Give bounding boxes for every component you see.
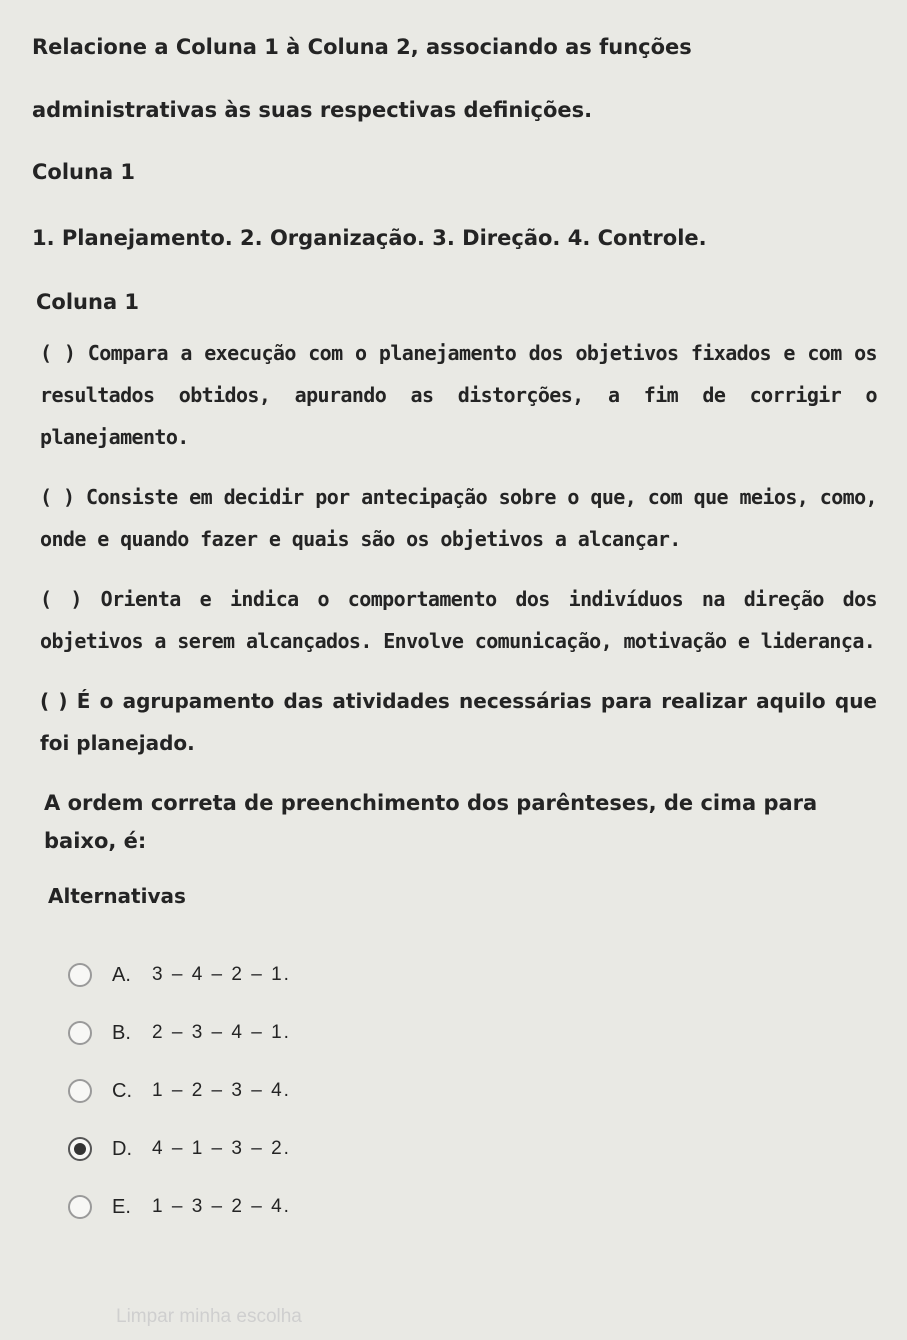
option-e-letter: E.: [112, 1195, 131, 1218]
question-intro: Relacione a Coluna 1 à Coluna 2, associando as funções administrativas às suas respectivas definições.: [32, 35, 692, 122]
alternatives-list: [32, 946, 877, 1236]
question-prompt: A ordem correta de preenchimento dos parênteses, de cima para baixo, é:: [44, 791, 818, 853]
radio-b[interactable]: [68, 1021, 92, 1045]
definition-3: ( ) Orienta e indica o comportamento dos indivíduos na direção dos objetivos a serem alcançados. Envolve comunicação, motivação e liderança.: [40, 587, 877, 653]
definition-1: ( ) Compara a execução com o planejamento dos objetivos fixados e com os resultados obtidos, apurando as distorções, a fim de corrigir o planejamento.: [40, 341, 877, 449]
option-c-text: 1 – 2 – 3 – 4.: [152, 1080, 291, 1101]
option-c[interactable]: [68, 1062, 877, 1120]
option-b-text: 2 – 3 – 4 – 1.: [152, 1022, 291, 1043]
option-b-letter: B.: [112, 1021, 131, 1044]
option-d-text: 4 – 1 – 3 – 2.: [152, 1138, 291, 1159]
clear-choice-link[interactable]: Limpar minha escolha: [116, 1306, 302, 1327]
radio-c[interactable]: [68, 1079, 92, 1103]
option-a-text: 3 – 4 – 2 – 1.: [152, 964, 291, 985]
option-e-text: 1 – 3 – 2 – 4.: [152, 1196, 291, 1217]
column1-heading: Coluna 1: [32, 160, 136, 184]
option-d-letter: D.: [112, 1137, 132, 1160]
option-c-letter: C.: [112, 1079, 132, 1102]
column1-items: 1. Planejamento. 2. Organização. 3. Direção. 4. Controle.: [32, 226, 707, 250]
definition-4: ( ) É o agrupamento das atividades necessárias para realizar aquilo que foi planejado.: [40, 689, 877, 755]
option-a-letter: A.: [112, 963, 131, 986]
option-a[interactable]: [68, 946, 877, 1004]
column2-heading: Coluna 1: [36, 290, 140, 314]
definition-2: ( ) Consiste em decidir por antecipação sobre o que, com que meios, como, onde e quando fazer e quais são os objetivos a alcançar.: [40, 485, 877, 551]
option-b[interactable]: [68, 1004, 877, 1062]
option-d[interactable]: [68, 1120, 877, 1178]
radio-e[interactable]: [68, 1195, 92, 1219]
radio-a[interactable]: [68, 963, 92, 987]
option-e[interactable]: [68, 1178, 877, 1236]
radio-d[interactable]: [68, 1137, 92, 1161]
alternatives-heading: Alternativas: [48, 884, 186, 908]
